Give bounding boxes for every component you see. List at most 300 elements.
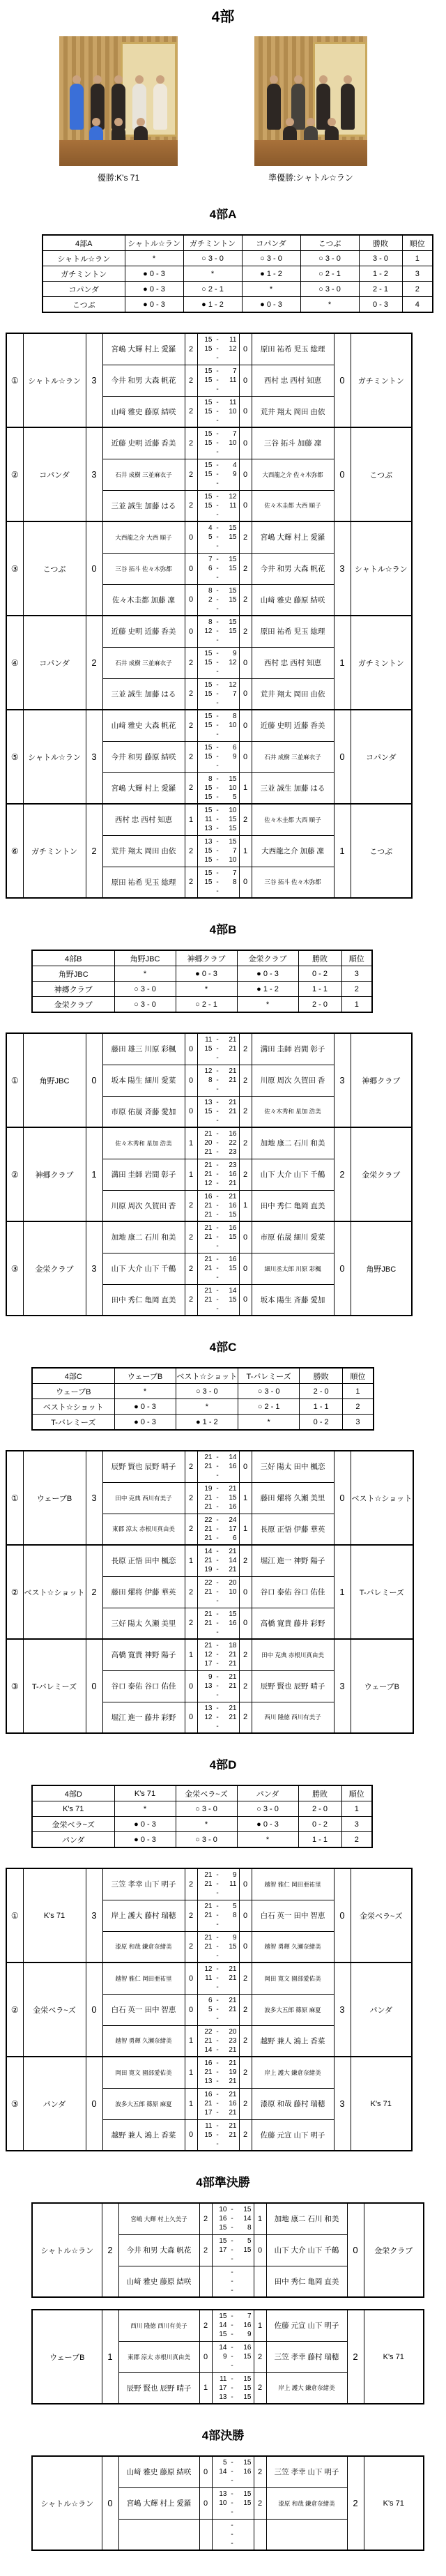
- game-score-left: [215, 2539, 227, 2548]
- game-line: [200, 376, 237, 385]
- pair1-points: [199, 2266, 212, 2297]
- game-line: [200, 1233, 237, 1242]
- game-score-left: 11: [205, 816, 213, 824]
- game-score-left: [200, 479, 213, 488]
- pair-names: 田中 克典 赤根川真由美: [252, 1639, 334, 1670]
- game-line: [200, 595, 237, 604]
- rr-result-cell: ○ 3 - 0: [238, 1384, 300, 1399]
- game-score-right: 18: [229, 1642, 237, 1650]
- game-score-right: 5: [232, 1903, 237, 1910]
- pair-names: 三谷 拓斗 佐々木弥都: [102, 553, 185, 584]
- team1-score: 3: [86, 1868, 102, 1963]
- game-score-dash: -: [216, 1130, 219, 1138]
- game-score-left: 21: [204, 1463, 213, 1471]
- pair-names: 辰野 賢也 辰野 晴子: [252, 1670, 334, 1702]
- team1-score: 3: [86, 427, 102, 521]
- game-score-left: 4: [208, 524, 213, 533]
- pair-names: 市原 佑晟 細川 愛菜: [252, 1221, 334, 1253]
- game-line: [215, 2236, 252, 2246]
- game-score-left: 21: [204, 1642, 213, 1650]
- game-line: [215, 2352, 252, 2361]
- winner-caption: 優勝:K's 71: [97, 173, 140, 183]
- game-score-left: [215, 2476, 227, 2485]
- game-score-dash: -: [216, 1139, 219, 1148]
- game-line: [200, 2090, 237, 2099]
- pair2-points: 2: [254, 2487, 266, 2519]
- game-score-right: [223, 479, 237, 488]
- rr-rank-cell: 3: [341, 1817, 372, 1832]
- rr-result-cell: ○ 2 - 1: [183, 282, 242, 297]
- game-score-right: [223, 1920, 237, 1929]
- game-score-dash: -: [216, 492, 219, 501]
- game-line: [200, 1148, 237, 1157]
- game-score-left: 10: [219, 2499, 227, 2507]
- game-score-left: 21: [204, 1171, 213, 1178]
- game-score-dash: -: [216, 565, 219, 572]
- game-score-right: 14: [243, 2215, 252, 2223]
- match-table: [6, 1868, 413, 2151]
- game-line: [200, 878, 237, 887]
- game-line: [200, 448, 237, 457]
- game-score-dash: -: [216, 439, 219, 448]
- rr-result-cell: ● 1 - 2: [237, 982, 298, 997]
- game-scores: [197, 1994, 239, 2025]
- rr-rank-cell: 3: [402, 266, 433, 282]
- rr-result-cell: ● 0 - 3: [176, 966, 237, 982]
- game-line: [200, 689, 237, 699]
- game-line: [200, 658, 237, 667]
- game-score-right: [238, 2521, 252, 2530]
- rr-result-cell: *: [237, 1832, 298, 1848]
- rr-team-cell: 神郷クラブ: [32, 982, 114, 997]
- pair-names: 三谷 拓斗 加藤 凜: [252, 427, 334, 459]
- match-table: [6, 1032, 413, 1316]
- rr-result-cell: *: [125, 251, 183, 266]
- game-line: [200, 501, 237, 510]
- game-score-dash: -: [216, 1256, 219, 1263]
- game-score-dash: -: [231, 2206, 233, 2214]
- game-score-right: 14: [229, 1286, 237, 1295]
- game-score-left: 15: [204, 430, 213, 439]
- pair1-points: 1: [185, 1545, 197, 1576]
- rr-team-cell: ウェーブB: [32, 1384, 114, 1399]
- game-line: [200, 1304, 237, 1313]
- game-score-dash: -: [216, 618, 219, 627]
- game-scores: [197, 1482, 239, 1514]
- game-line: [200, 1619, 237, 1628]
- team2-name: こつぶ: [351, 427, 412, 521]
- game-score-left: 21: [204, 1933, 213, 1942]
- rr-result-cell: ● 0 - 3: [237, 1817, 298, 1832]
- pair-names: 加地 康二 石川 和美: [252, 1127, 334, 1159]
- game-scores: [197, 804, 239, 835]
- game-score-dash: -: [216, 1903, 219, 1910]
- game-line: [200, 1996, 237, 2005]
- game-scores: [197, 521, 239, 553]
- pair-names: 田中 秀仁 亀岡 直美: [252, 1190, 334, 1221]
- pair2-points: 2: [239, 2057, 252, 2088]
- pair-names: 荒井 翔太 岡田 由依: [252, 396, 334, 427]
- game-line: [200, 1210, 237, 1219]
- game-line: [200, 1534, 237, 1543]
- game-score-right: [223, 1242, 237, 1251]
- rr-rank-cell: 3: [341, 966, 372, 982]
- game-score-dash: -: [216, 367, 219, 375]
- pair1-points: 2: [185, 1221, 197, 1253]
- game-score-left: [200, 699, 213, 708]
- match-table: [6, 1450, 414, 1734]
- game-score-right: 15: [243, 2490, 252, 2498]
- team2-name: 金栄クラブ: [351, 1127, 412, 1221]
- rr-record-cell: 1 - 1: [300, 1399, 343, 1415]
- game-score-left: [200, 2014, 213, 2023]
- game-score-left: 15: [204, 807, 213, 815]
- game-score-dash: -: [216, 574, 219, 581]
- pair-names: 近藤 史明 近藤 香美: [102, 616, 185, 647]
- game-score-right: [223, 604, 237, 613]
- game-score-dash: -: [231, 2530, 233, 2538]
- pair2-points: 0: [239, 333, 252, 365]
- game-score-dash: -: [231, 2246, 233, 2254]
- team2-name: こつぶ: [351, 804, 412, 898]
- pair-names: 辰野 賢也 辰野 晴子: [102, 1451, 185, 1482]
- game-score-dash: -: [216, 2078, 219, 2086]
- team1-name: こつぶ: [23, 521, 86, 616]
- rr-header-cell: ガチミントン: [183, 235, 242, 251]
- game-scores: [197, 333, 239, 365]
- game-line: [200, 1974, 237, 1983]
- game-line: [200, 721, 237, 730]
- game-score-left: 15: [204, 407, 213, 416]
- team2-name: T-バレミーズ: [351, 1545, 413, 1639]
- game-line: [200, 2059, 237, 2068]
- pair-names: 佐々木秀和 星加 浩美: [252, 1096, 334, 1127]
- pair2-points: 0: [239, 490, 252, 521]
- game-score-dash: -: [216, 1912, 219, 1919]
- game-score-right: 12: [229, 680, 237, 689]
- game-score-left: 13: [204, 2078, 213, 2086]
- game-score-dash: -: [216, 680, 219, 689]
- rr-result-cell: *: [114, 1801, 176, 1817]
- game-score-dash: -: [216, 1054, 219, 1062]
- pair2-points: 2: [239, 521, 252, 553]
- game-score-left: [200, 667, 213, 676]
- team2-score: 0: [334, 1868, 351, 1963]
- game-score-left: 21: [204, 1525, 213, 1533]
- game-score-left: [200, 887, 213, 896]
- game-score-left: 17: [204, 1660, 213, 1668]
- game-line: [200, 1525, 237, 1534]
- team1-score: 3: [86, 333, 102, 427]
- floor-decoration: [254, 140, 367, 166]
- game-score-right: 20: [229, 1579, 237, 1587]
- pair-names: 原田 祐希 児玉 総理: [252, 616, 334, 647]
- game-score-right: 21: [229, 1997, 237, 2004]
- rr-result-cell: ○ 3 - 0: [114, 982, 176, 997]
- game-score-left: 21: [204, 1619, 213, 1627]
- game-line: [200, 367, 237, 376]
- pair-names: 岡田 寛文 園部愛佑美: [252, 1963, 334, 1994]
- team2-name: ウェーブB: [351, 1639, 413, 1733]
- game-score-left: 22: [204, 1516, 213, 1524]
- game-line: [200, 1484, 237, 1493]
- game-line: [200, 1587, 237, 1596]
- game-score-left: 15: [204, 753, 213, 761]
- rr-result-cell: *: [242, 282, 300, 297]
- game-score-right: [223, 573, 237, 582]
- round-robin-table: [31, 950, 373, 1013]
- game-score-right: [223, 1304, 237, 1313]
- pair2-points: 0: [239, 1931, 252, 1963]
- pair-names: 佐々木圭都 加藤 凜: [102, 584, 185, 616]
- game-score-left: 15: [204, 367, 213, 375]
- game-score-left: 10: [219, 2206, 227, 2214]
- game-score-right: 15: [229, 1610, 237, 1618]
- game-line: [200, 752, 237, 761]
- pair2-points: 2: [239, 2119, 252, 2151]
- team2-score: 3: [334, 1033, 351, 1127]
- game-score-right: 9: [232, 471, 237, 478]
- game-score-left: 21: [204, 1161, 213, 1169]
- game-scores: [197, 2057, 239, 2088]
- match-number: ③: [6, 521, 23, 616]
- game-score-dash: -: [216, 398, 219, 406]
- pair1-points: 2: [185, 459, 197, 490]
- game-score-right: 9: [232, 650, 237, 657]
- pair2-points: 0: [239, 1576, 252, 1608]
- pair2-points: 0: [239, 1900, 252, 1931]
- team1-score: 0: [86, 1639, 102, 1733]
- game-line: [200, 1942, 237, 1951]
- game-score-left: [200, 604, 213, 613]
- rr-record-cell: 0 - 2: [300, 1415, 343, 1431]
- pair-names: 西川 隆徳 西川有美子: [118, 2310, 199, 2341]
- game-score-dash: -: [216, 1233, 219, 1242]
- game-score-left: 21: [204, 1265, 213, 1272]
- game-line: [200, 335, 237, 344]
- game-score-dash: -: [216, 1485, 219, 1493]
- game-line: [200, 618, 237, 627]
- pair2-points: 0: [239, 741, 252, 772]
- game-score-left: 15: [204, 471, 213, 478]
- rr-result-cell: ● 0 - 3: [114, 1832, 176, 1848]
- game-score-dash: -: [216, 2006, 219, 2013]
- game-score-right: [223, 1273, 237, 1282]
- pair2-points: 0: [239, 1868, 252, 1900]
- game-score-left: [215, 2361, 227, 2370]
- pair2-points: 2: [239, 1639, 252, 1670]
- game-score-dash: -: [216, 650, 219, 657]
- pair-names: 川原 周次 久賀田 香: [102, 1190, 185, 1221]
- pair-names: 荒井 翔太 岡田 由依: [102, 835, 185, 867]
- game-line: [200, 1889, 237, 1898]
- pair1-points: 1: [185, 804, 197, 835]
- game-score-dash: -: [216, 1180, 219, 1187]
- photo-row: [59, 36, 446, 166]
- game-score-dash: -: [216, 1691, 219, 1699]
- game-score-dash: -: [216, 1067, 219, 1075]
- game-line: [200, 1516, 237, 1525]
- rr-result-cell: ○ 3 - 0: [176, 1832, 237, 1848]
- team2-score: 0: [334, 333, 351, 427]
- game-scores: [212, 2519, 254, 2550]
- pair2-points: 0: [239, 396, 252, 427]
- game-score-left: [200, 1242, 213, 1251]
- game-score-left: 2: [208, 595, 213, 604]
- game-line: [200, 1951, 237, 1960]
- game-score-dash: -: [231, 2224, 233, 2232]
- pair1-points: 2: [185, 1482, 197, 1514]
- game-line: [200, 407, 237, 416]
- game-score-dash: -: [216, 1889, 219, 1898]
- game-score-right: [238, 2539, 252, 2548]
- person-silhouette: [70, 84, 84, 130]
- game-score-left: [200, 573, 213, 582]
- game-score-dash: -: [231, 2459, 233, 2467]
- game-score-dash: -: [216, 1036, 219, 1044]
- game-score-dash: -: [216, 1682, 219, 1690]
- pair-names: 山下 大介 山下 千鶴: [102, 1253, 185, 1284]
- match-table: [31, 2309, 424, 2404]
- pair-names: 西村 忠 西村 知恵: [252, 365, 334, 396]
- team2-score: 0: [334, 1221, 351, 1316]
- game-score-dash: -: [216, 1566, 219, 1574]
- pair-names: 漆原 和哉 鎌倉奈緒美: [102, 1931, 185, 1963]
- game-score-dash: -: [216, 407, 219, 416]
- game-score-left: [200, 730, 213, 739]
- pair2-points: 0: [239, 1253, 252, 1284]
- game-line: [200, 1502, 237, 1511]
- team1-name: シャトル☆ラン: [32, 2203, 102, 2297]
- pair-names: 近藤 史明 近藤 香美: [252, 710, 334, 741]
- game-line: [200, 344, 237, 353]
- game-score-right: 15: [229, 1295, 237, 1304]
- game-score-right: 21: [229, 1566, 237, 1574]
- game-score-dash: -: [216, 1651, 219, 1659]
- game-score-right: [223, 887, 237, 896]
- rr-record-cell: 2 - 1: [359, 282, 402, 297]
- game-score-dash: -: [216, 1295, 219, 1304]
- pair-names: 佐々木秀和 星加 浩美: [102, 1127, 185, 1159]
- game-score-left: [200, 1920, 213, 1929]
- game-scores: [197, 1159, 239, 1190]
- game-score-right: 15: [243, 2353, 252, 2361]
- game-score-left: 21: [204, 1233, 213, 1242]
- pair2-points: 1: [254, 2310, 266, 2341]
- pair-names: 今井 和男 大森 帆花: [118, 2234, 199, 2266]
- game-line: [200, 1242, 237, 1251]
- team2-name: 神郷クラブ: [351, 1033, 412, 1127]
- game-scores: [197, 1253, 239, 1284]
- game-score-left: 9: [208, 1673, 213, 1681]
- game-scores: [197, 678, 239, 710]
- game-score-left: 5: [222, 2459, 227, 2467]
- game-score-right: [223, 2140, 237, 2149]
- pair-names: 三並 誠生 加藤 はる: [102, 678, 185, 710]
- game-scores: [197, 1033, 239, 1065]
- pair-names: 漆原 和哉 鎌倉奈緒美: [266, 2487, 347, 2519]
- game-score-right: 23: [229, 1148, 237, 1157]
- rr-header-cell: コパンダ: [242, 235, 300, 251]
- game-scores: [197, 1639, 239, 1670]
- team1-score: 1: [102, 2310, 118, 2404]
- game-score-right: 21: [229, 1974, 237, 1983]
- game-line: [200, 855, 237, 864]
- game-score-left: [200, 1889, 213, 1898]
- rr-header-cell: 順位: [343, 1368, 374, 1384]
- game-line: [200, 1224, 237, 1233]
- game-line: [200, 1578, 237, 1587]
- game-score-left: 12: [204, 1067, 213, 1075]
- pair-names: 宮嶋 大輝 村上 愛羅: [102, 772, 185, 804]
- pair-names: 白石 英一 田中 智恵: [102, 1994, 185, 2025]
- game-score-right: 16: [243, 2322, 252, 2330]
- game-score-left: 15: [204, 650, 213, 657]
- game-scores: [197, 1931, 239, 1963]
- pair2-points: 0: [239, 1284, 252, 1316]
- pair-names: 近藤 史明 近藤 香美: [102, 427, 185, 459]
- game-score-right: 16: [243, 2344, 252, 2352]
- game-score-right: [223, 416, 237, 425]
- game-score-right: [238, 2255, 252, 2264]
- team2-name: K's 71: [351, 2057, 412, 2151]
- game-score-dash: -: [216, 1557, 219, 1565]
- game-score-dash: -: [216, 1224, 219, 1233]
- game-line: [215, 2223, 252, 2232]
- rr-record-cell: 0 - 3: [359, 297, 402, 313]
- game-line: [200, 1493, 237, 1502]
- game-score-left: 15: [204, 345, 213, 353]
- game-score-left: 5: [208, 533, 213, 542]
- game-score-dash: -: [216, 2121, 219, 2130]
- rr-result-cell: *: [176, 1399, 238, 1415]
- game-score-left: 15: [204, 680, 213, 689]
- pair-names: 山下 大介 山下 千鶴: [252, 1159, 334, 1190]
- rr-header-cell: 神郷クラブ: [176, 950, 237, 966]
- game-score-right: 23: [229, 1161, 237, 1169]
- team1-name: 角野JBC: [23, 1033, 86, 1127]
- pair1-points: 1: [185, 2057, 197, 2088]
- game-score-left: 21: [204, 1224, 213, 1233]
- game-score-dash: -: [216, 1548, 219, 1556]
- game-score-left: 7: [208, 556, 213, 563]
- game-score-dash: -: [216, 510, 219, 519]
- game-line: [200, 1067, 237, 1076]
- page-title: 4部: [211, 9, 235, 25]
- game-line: [200, 784, 237, 793]
- match-number: ②: [6, 1963, 23, 2057]
- team1-score: 3: [86, 1451, 102, 1545]
- game-score-dash: -: [216, 1921, 219, 1928]
- pair2-points: [254, 2266, 266, 2297]
- pair-names: 越野 兼人 鴻上 香菜: [102, 2119, 185, 2151]
- game-score-dash: -: [216, 1265, 219, 1272]
- game-line: [200, 564, 237, 573]
- game-line: [200, 824, 237, 833]
- pair-names: 宮嶋 大輝 村上久美子: [118, 2203, 199, 2234]
- game-line: [200, 1596, 237, 1606]
- game-score-left: 6: [208, 1997, 213, 2004]
- game-score-left: 21: [204, 1588, 213, 1596]
- game-score-right: 16: [229, 1463, 237, 1471]
- pair1-points: 0: [199, 2456, 212, 2487]
- game-score-dash: -: [216, 524, 219, 533]
- match-number: ③: [6, 1639, 23, 1733]
- team1-score: 0: [86, 1963, 102, 2057]
- team2-score: 2: [347, 2310, 364, 2404]
- rr-record-cell: 3 - 0: [359, 251, 402, 266]
- game-line: [200, 439, 237, 448]
